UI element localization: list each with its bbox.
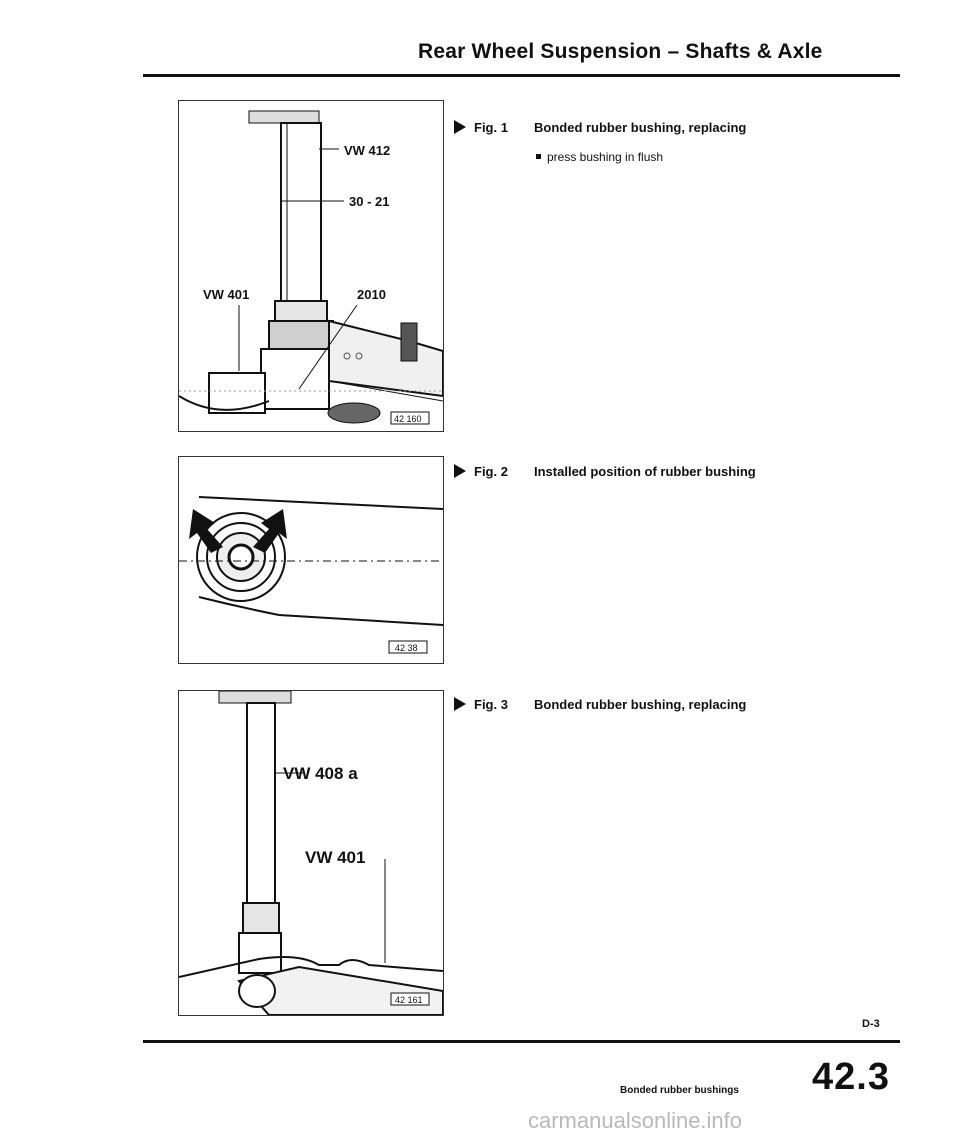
label-vw401: VW 401 bbox=[203, 287, 250, 302]
label-30-21: 30 - 21 bbox=[349, 194, 390, 209]
figure-2-drawing bbox=[179, 457, 443, 663]
figure-3-caption bbox=[454, 697, 746, 712]
footer-page-number: 42.3 bbox=[812, 1056, 890, 1098]
figure-2-illustration bbox=[178, 456, 444, 664]
figure-1-illustration bbox=[178, 100, 444, 432]
footer-section-label: Bonded rubber bushings bbox=[620, 1085, 739, 1096]
figure-3-drawing bbox=[179, 691, 443, 1015]
figure-1-drawing bbox=[179, 101, 443, 431]
figure-2-number: Fig. 2 bbox=[474, 464, 508, 479]
figure-2-code: 42 38 bbox=[395, 643, 418, 653]
page-code: D-3 bbox=[862, 1018, 880, 1030]
figure-1-pointer-icon bbox=[454, 120, 466, 134]
label-vw412: VW 412 bbox=[344, 143, 391, 158]
label-vw408a: VW 408 a bbox=[283, 764, 358, 783]
figure-1-code: 42 160 bbox=[394, 414, 422, 424]
label-vw401-fig3: VW 401 bbox=[305, 848, 366, 867]
figure-2-pointer-icon bbox=[454, 464, 466, 478]
figure-1-caption bbox=[454, 120, 746, 135]
figure-3-number: Fig. 3 bbox=[474, 697, 508, 712]
figure-3-caption-text: Bonded rubber bushing, replacing bbox=[534, 697, 747, 712]
figure-2-caption bbox=[454, 464, 756, 479]
figure-1-bullet bbox=[536, 150, 663, 164]
header-rule bbox=[143, 74, 900, 77]
page-title: Rear Wheel Suspension – Shafts & Axle bbox=[418, 40, 823, 63]
figure-1-number: Fig. 1 bbox=[474, 120, 508, 135]
figure-3-illustration bbox=[178, 690, 444, 1016]
footer-rule bbox=[143, 1040, 900, 1043]
watermark: carmanualsonline.info bbox=[528, 1108, 743, 1133]
figure-1-caption-text: Bonded rubber bushing, replacing bbox=[534, 120, 747, 135]
bullet-icon bbox=[536, 154, 541, 159]
figure-3-pointer-icon bbox=[454, 697, 466, 711]
label-2010: 2010 bbox=[357, 287, 386, 302]
figure-3-code: 42 161 bbox=[395, 995, 423, 1005]
figure-2-caption-text: Installed position of rubber bushing bbox=[534, 464, 756, 479]
figure-1-bullet-text: press bushing in flush bbox=[547, 150, 664, 164]
